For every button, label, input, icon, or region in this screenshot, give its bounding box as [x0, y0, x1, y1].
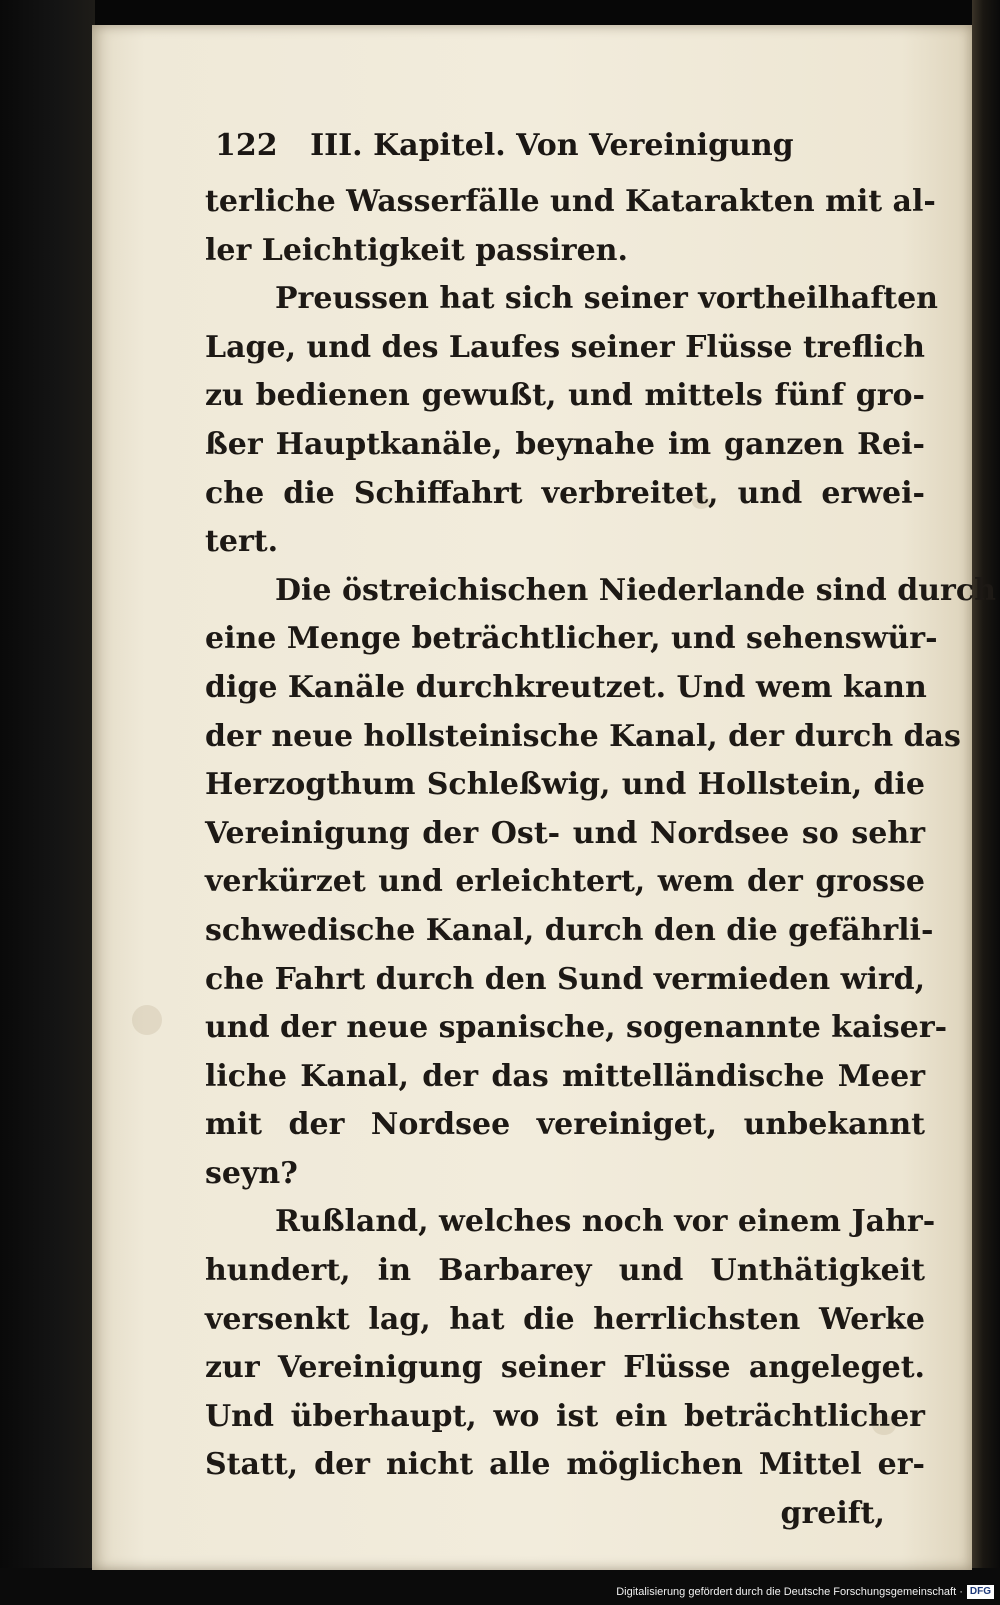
text-line: und der neue spanische, sogenannte kaiser- — [205, 1010, 948, 1046]
catchword: greift, — [780, 1496, 885, 1532]
scan-left-edge — [0, 0, 95, 1605]
text-line: liche Kanal, der das mittelländische Meer — [205, 1058, 925, 1094]
text-line: che die Schiffahrt verbreitet, und erwei- — [205, 475, 925, 511]
digitization-credit: Digitalisierung gefördert durch die Deutsche Forschungsgemeinschaft · — [616, 1586, 963, 1598]
text-line: hundert, in Barbarey und Unthätigkeit — [205, 1253, 925, 1289]
text-line: Herzogthum Schleßwig, und Hollstein, die — [205, 767, 925, 803]
text-line: eine Menge beträchtlicher, und sehenswür- — [205, 621, 938, 657]
text-line: seyn? — [205, 1155, 298, 1191]
text-line: der neue hollsteinische Kanal, der durch das — [205, 718, 961, 754]
text-line: versenkt lag, hat die herrlichsten Werke — [205, 1301, 925, 1337]
running-title: III. Kapitel. Von Vereinigung — [310, 128, 794, 163]
text-line: Preussen hat sich seiner vortheilhaften — [275, 281, 938, 317]
text-line: Die östreichischen Niederlande sind durch — [275, 572, 996, 608]
text-line: che Fahrt durch den Sund vermieden wird, — [205, 961, 926, 997]
text-line: Statt, der nicht alle möglichen Mittel er- — [205, 1447, 925, 1483]
scan-top-edge — [0, 0, 1000, 28]
text-line: Rußland, welches noch vor einem Jahr- — [275, 1204, 936, 1240]
text-line: zu bedienen gewußt, und mittels fünf gro- — [205, 378, 925, 414]
text-line: ßer Hauptkanäle, beynahe im ganzen Rei- — [205, 426, 925, 462]
text-line: Lage, und des Laufes seiner Flüsse treflich — [205, 329, 925, 365]
text-line: zur Vereinigung seiner Flüsse angeleget. — [205, 1350, 925, 1386]
running-header — [215, 128, 865, 168]
text-line: mit der Nordsee vereiniget, unbekannt — [205, 1107, 925, 1143]
digitization-credit-bar — [608, 1582, 1000, 1602]
text-line: schwedische Kanal, durch den die gefährli- — [205, 912, 934, 948]
text-line: Und überhaupt, wo ist ein beträchtlicher — [205, 1398, 925, 1434]
paper-stain — [132, 1005, 162, 1035]
text-line: terliche Wasserfälle und Katarakten mit al- — [205, 184, 936, 219]
scan-right-edge — [972, 0, 1000, 1605]
text-line: ler Leichtigkeit passiren. — [205, 232, 628, 268]
dfg-logo: DFG — [967, 1585, 994, 1599]
text-line: Vereinigung der Ost- und Nordsee so sehr — [205, 815, 925, 851]
page-number: 122 — [215, 128, 278, 163]
text-line: tert. — [205, 524, 279, 560]
text-line: verkürzet und erleichtert, wem der grosse — [205, 864, 925, 900]
text-line: dige Kanäle durchkreutzet. Und wem kann — [205, 669, 927, 705]
body-text — [205, 178, 996, 1539]
